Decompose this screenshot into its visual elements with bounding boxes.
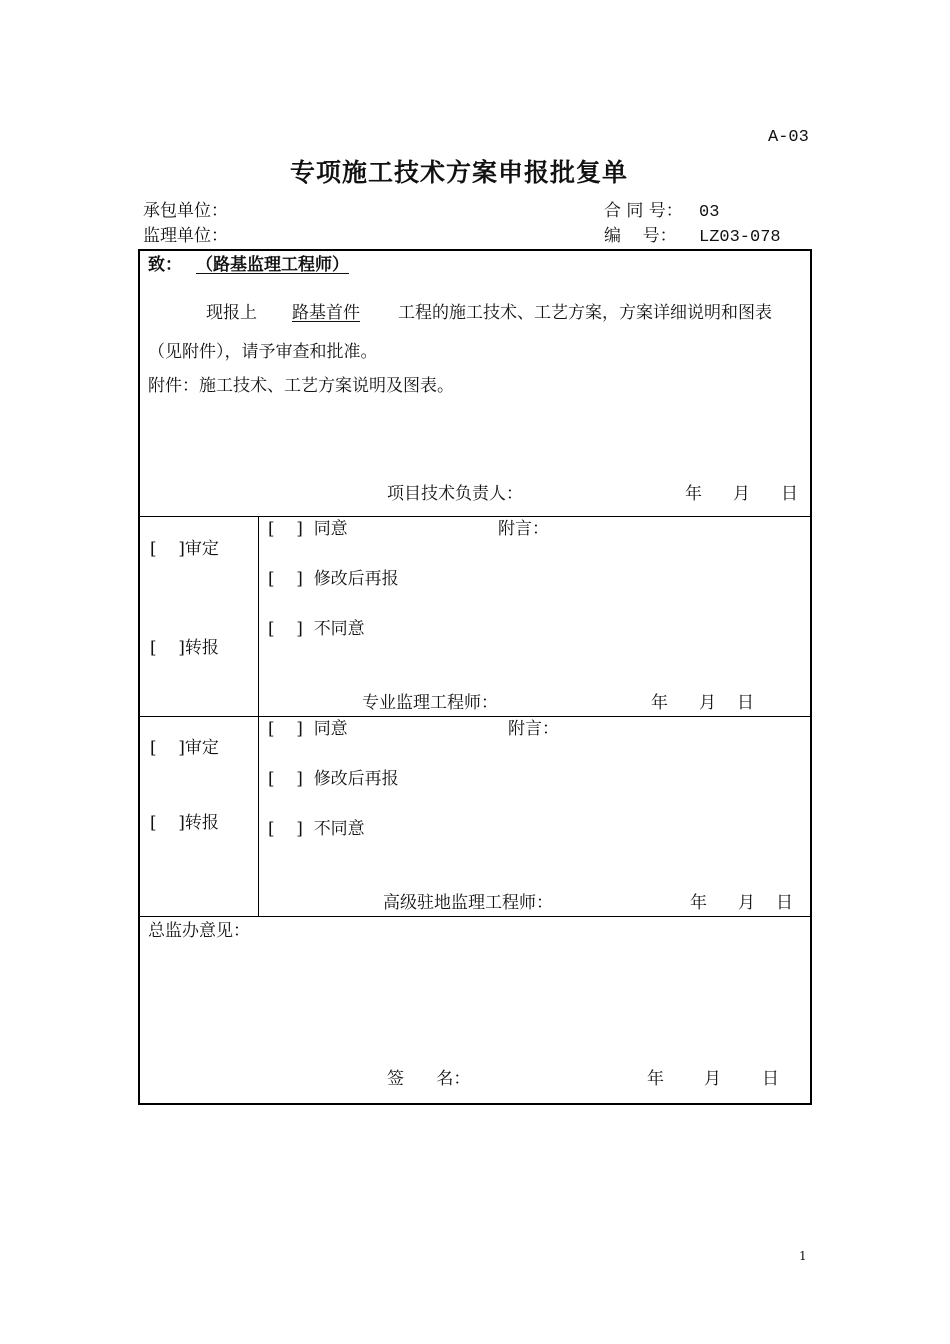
date-month: 月 [699,693,716,713]
date-day: 日 [781,484,798,504]
column-divider [258,516,259,916]
agree-checkbox[interactable]: [ ] 同意 [268,719,348,739]
date-day: 日 [776,893,793,913]
engineer-label: 专业监理工程师： [362,693,498,713]
note-label: 附言： [498,519,549,539]
divider-2 [139,716,811,717]
to-label: 致： [148,255,182,275]
contract-no-label: 合 同 号： [604,201,683,221]
contractor-label: 承包单位： [143,201,228,221]
date-year: 年 [647,1069,664,1089]
divider-1 [139,516,811,517]
report-line2: （见附件），请予审查和批准。 [148,342,378,362]
forward-checkbox[interactable]: [ ]转报 [150,638,219,658]
to-value: （路基监理工程师） [196,255,349,275]
date-month: 月 [738,893,755,913]
date-month: 月 [704,1069,721,1089]
contract-no-value: 03 [699,203,720,222]
page-number: 1 [799,1249,807,1263]
signature-label: 签 名： [387,1069,471,1089]
serial-no-label: 编 号： [604,226,677,246]
agree-checkbox[interactable]: [ ] 同意 [268,519,348,539]
date-year: 年 [690,893,707,913]
approve-checkbox[interactable]: [ ]审定 [150,738,219,758]
forward-checkbox[interactable]: [ ]转报 [150,813,219,833]
approve-checkbox[interactable]: [ ]审定 [150,539,219,559]
report-suffix: 工程的施工技术、工艺方案，方案详细说明和图表 [398,303,772,323]
disagree-checkbox[interactable]: [ ] 不同意 [268,819,365,839]
disagree-checkbox[interactable]: [ ] 不同意 [268,619,365,639]
date-day: 日 [762,1069,779,1089]
revise-checkbox[interactable]: [ ] 修改后再报 [268,769,399,789]
project-name: 路基首件 [292,303,360,323]
date-month: 月 [733,484,750,504]
supervisor-label: 监理单位： [143,226,228,246]
attachment-text: 附件：施工技术、工艺方案说明及图表。 [148,376,454,396]
report-prefix: 现报上 [206,303,257,323]
note-label: 附言： [508,719,559,739]
page-title: 专项施工技术方案申报批复单 [290,158,629,187]
senior-engineer-label: 高级驻地监理工程师： [383,893,553,913]
serial-no-value: LZ03-078 [699,228,781,247]
form-code: A-03 [768,128,809,147]
date-year: 年 [685,484,702,504]
date-year: 年 [651,693,668,713]
revise-checkbox[interactable]: [ ] 修改后再报 [268,569,399,589]
date-day: 日 [737,693,754,713]
tech-lead-label: 项目技术负责人： [387,484,523,504]
office-opinion-label: 总监办意见： [148,921,250,941]
divider-3 [139,916,811,917]
